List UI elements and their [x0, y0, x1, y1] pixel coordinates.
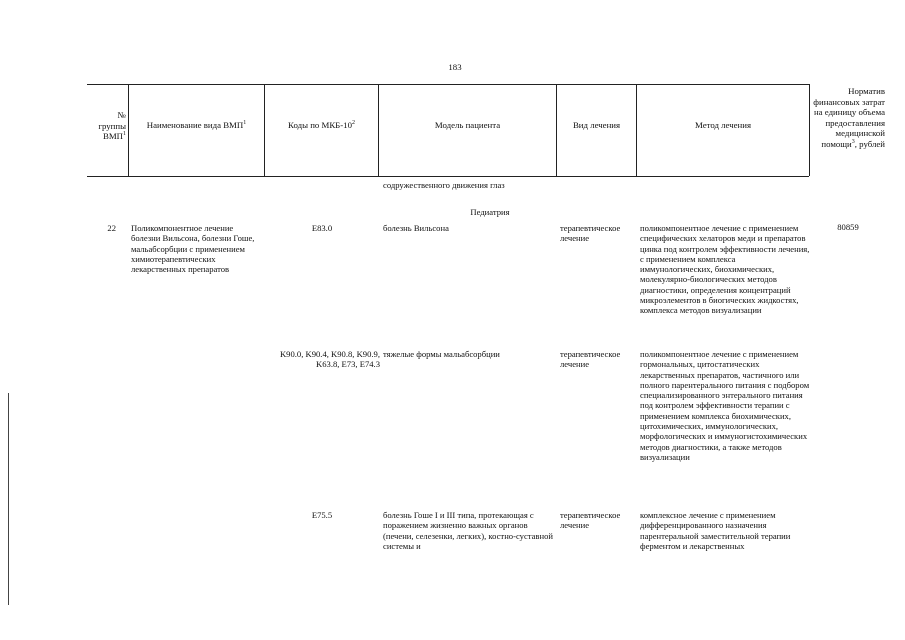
row-treatment-type: терапевтическое лечение [560, 223, 621, 244]
header-treatment-type: Вид лечения [572, 120, 621, 130]
header-group-number: № группы ВМП$^1$ [98, 110, 126, 141]
row-treatment-method: поликомпонентное лечение с применением специфических хелаторов меди и препаратов цинка под контролем эффективности лечения, с применением комплекса иммунологических, биохимических, молекулярно-биологических методов диагностики, определения концентраций микроэлементов в биогических жидкостях, комплекса методов визуализации [640, 223, 810, 316]
header-patient-model: Модель пациента [434, 120, 501, 130]
column-divider [556, 84, 557, 176]
column-divider [636, 84, 637, 176]
section-title: Педиатрия [470, 207, 510, 217]
group-number: 22 [107, 223, 116, 233]
row-treatment-type: терапевтическое лечение [560, 510, 621, 531]
row-treatment-type: терапевтическое лечение [560, 349, 621, 370]
page-number: 183 [448, 62, 462, 72]
header-treatment-method: Метод лечения [694, 120, 752, 130]
continuation-text: содружественного движения глаз [383, 180, 505, 190]
group-cost: 80859 [837, 222, 859, 232]
header-icd-codes: Коды по МКБ-$10^2$ [288, 120, 355, 130]
row-treatment-method: комплексное лечение с применением дифференцированного назначения парентеральной заместительной терапии ферментом и лекарственных [640, 510, 791, 551]
scan-margin-line [8, 393, 9, 605]
column-divider [378, 84, 379, 176]
row-icd-codes: E75.5 [311, 510, 333, 520]
row-patient-model: болезнь Гоше I и III типа, протекающая с поражением жизненно важных органов (печени, селезенки, легких), костно-суставной системы и [383, 510, 553, 551]
column-divider [264, 84, 265, 176]
header-cost-norm: Норматив финансовых затрат на единицу объема предоставления медицинской помощи$^3$, рублей [813, 86, 885, 149]
header-top-rule [87, 84, 809, 85]
row-treatment-method: поликомпонентное лечение с применением гормональных, цитостатических лекарственных препаратов, частичного или полного парентерального питания с подбором специализированного энтерального питания под контролем эффективности терапии с применением комплекса биохимических, цитохимических, иммунологических, морфологических и иммуногистохимических методов диагностики, а также методов визуализации [640, 349, 810, 462]
row-patient-model: болезнь Вильсона [383, 223, 449, 233]
group-name: Поликомпонентное лечение болезни Вильсона, болезни Гоше, мальабсорбции с применением химиотерапевтических лекарственных препаратов [131, 223, 255, 275]
column-divider [128, 84, 129, 176]
header-vmp-name: Наименование вида ВМП$^1$ [146, 120, 247, 130]
row-patient-model: тяжелые формы мальабсорбции [383, 349, 500, 359]
header-bottom-rule [87, 176, 809, 177]
row-icd-codes: E83.0 [311, 223, 333, 233]
row-icd-codes: K90.0, K90.4, K90.8, K90.9, K63.8, E73, E74.3 [279, 349, 380, 370]
